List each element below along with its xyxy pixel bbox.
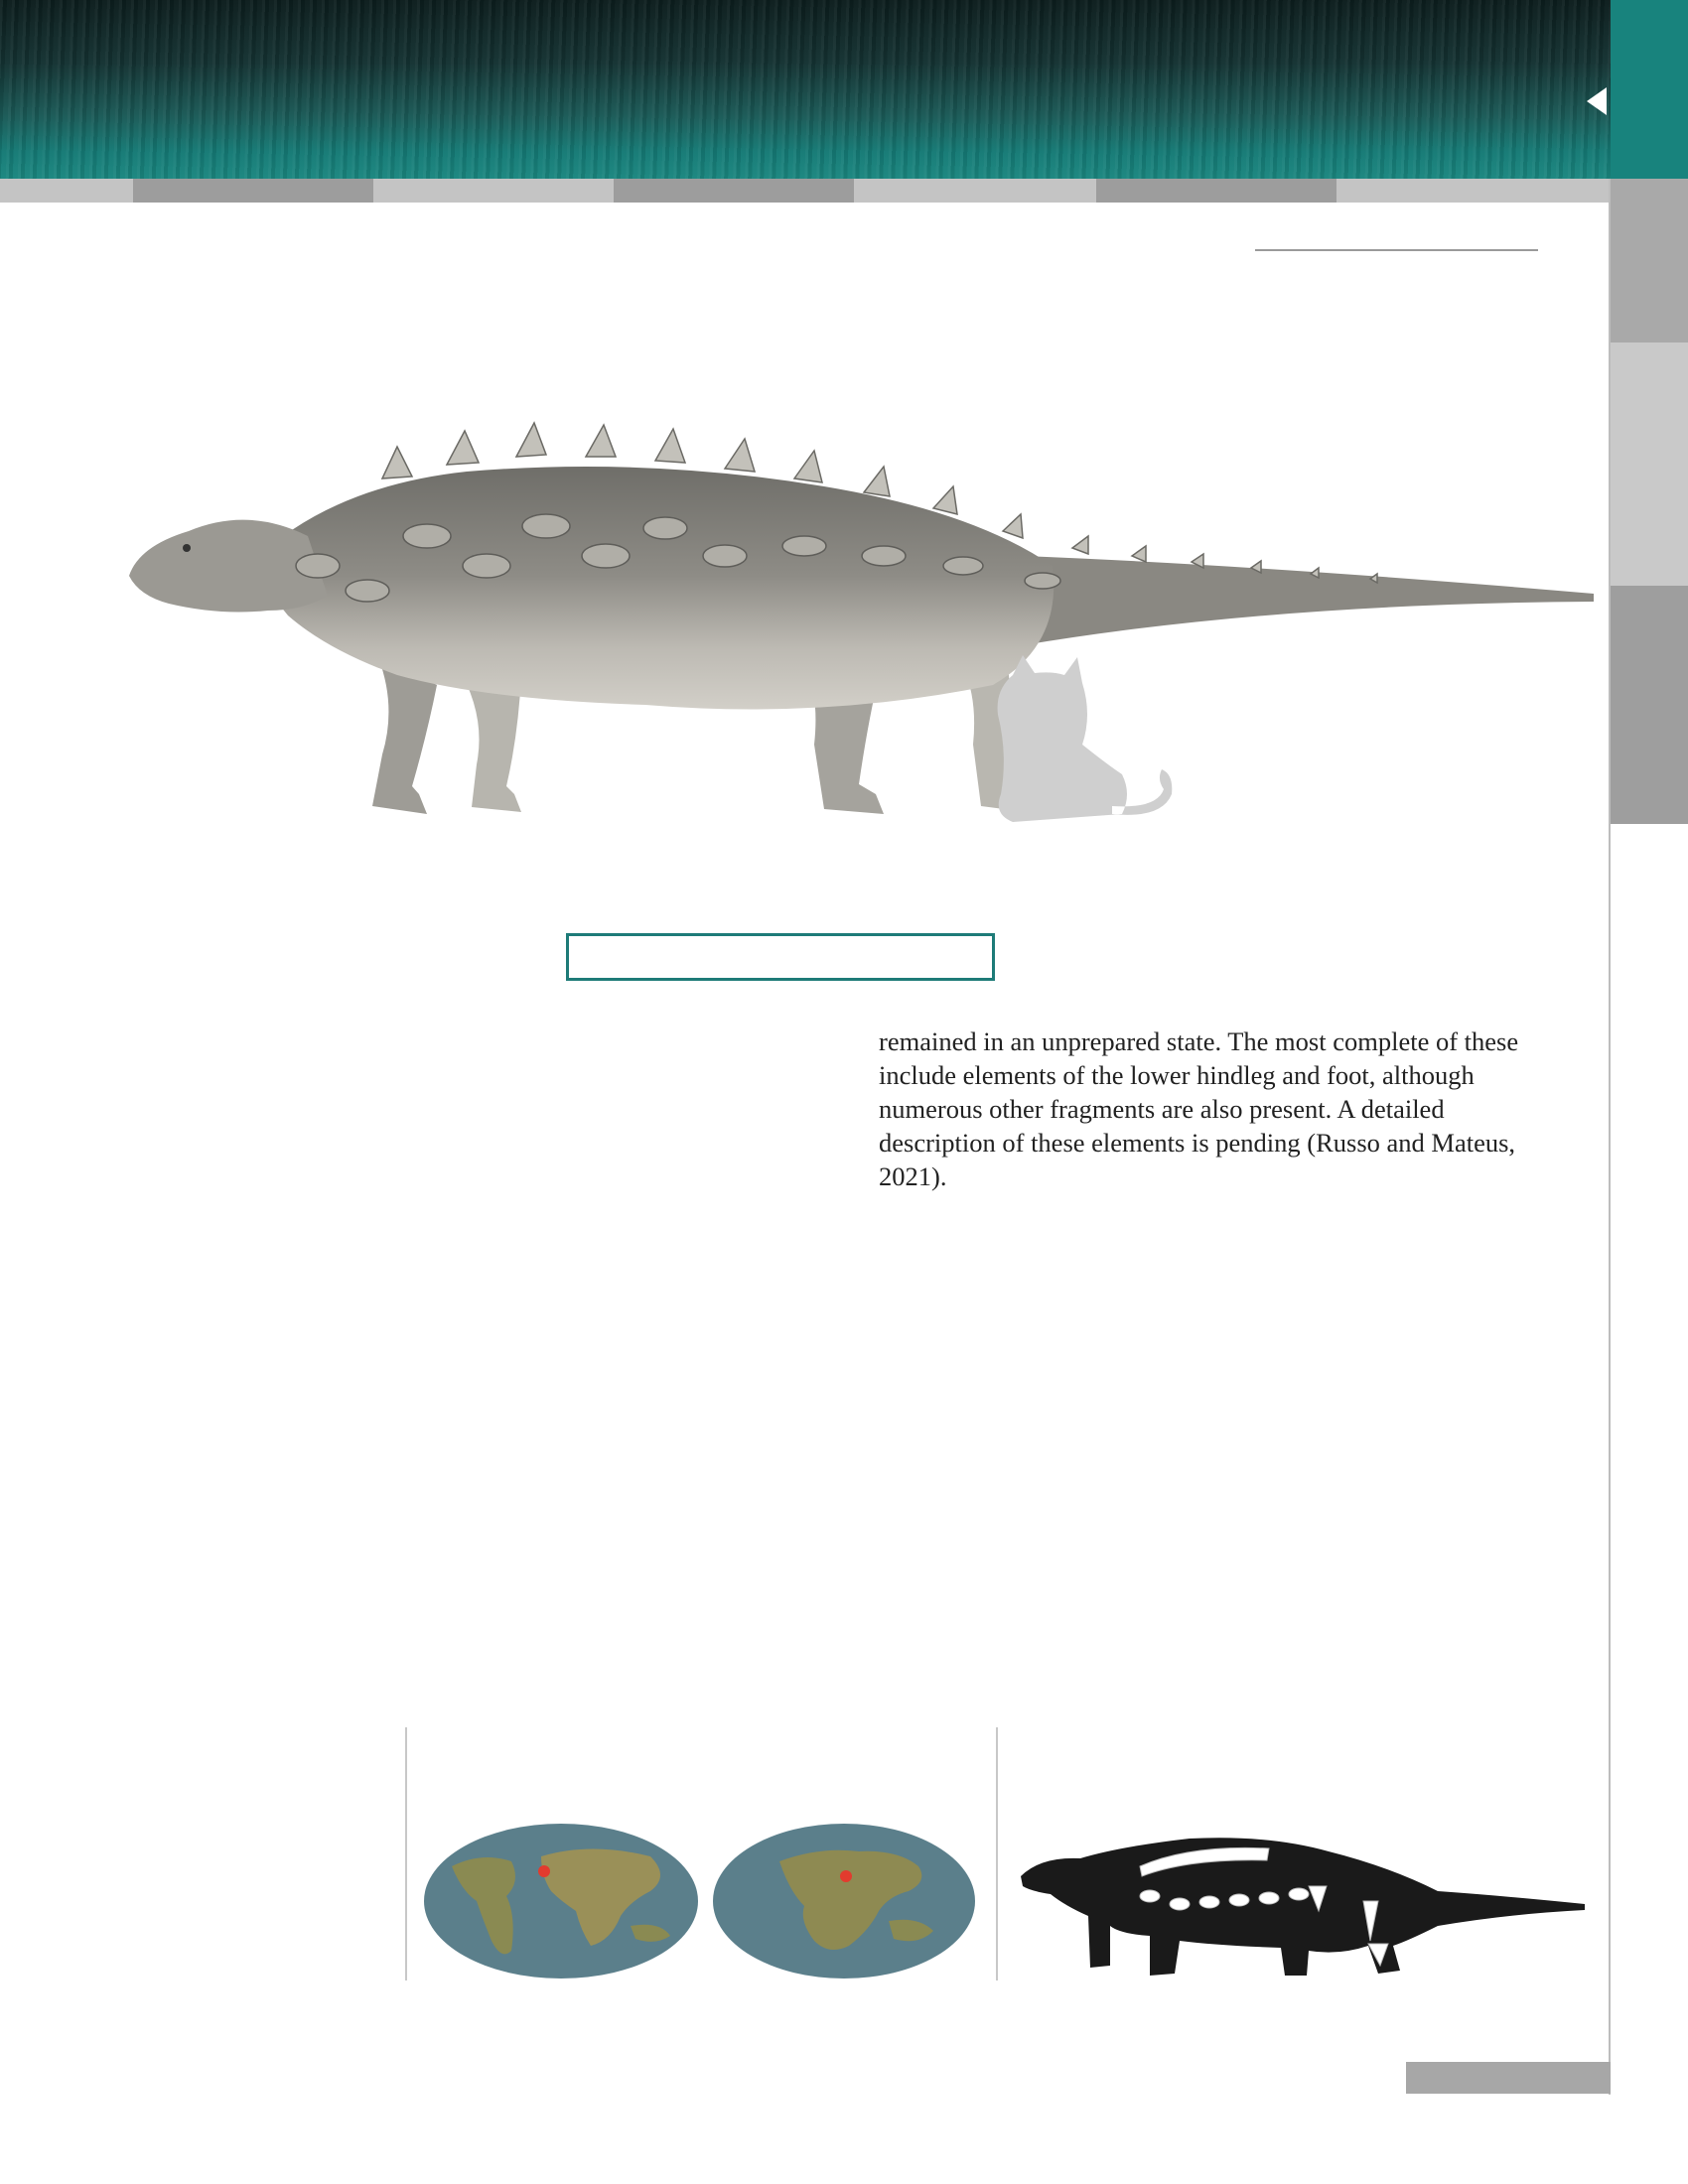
period-cretaceous [995, 933, 1611, 981]
header-texture [0, 0, 1611, 179]
section-tab [1611, 179, 1688, 342]
page-header [0, 0, 1611, 179]
dracopelta-illustration [129, 417, 1599, 844]
paleo-maps [422, 1822, 978, 1980]
species-divider [1255, 249, 1538, 251]
timeline-ticks [169, 869, 1599, 930]
geologic-period-bar [171, 933, 1611, 981]
paragraph-continued: remained in an unprepared state. The most complete of these include elements of the lower hindleg and foot, although numerous other fragments are also present. A detailed description of these elements is pending (Russo and Mateus, 2021). [879, 1026, 1519, 1191]
divider [405, 1727, 407, 1980]
section-tab [1611, 342, 1688, 586]
species-info [1255, 243, 1543, 295]
divider [996, 1727, 998, 1980]
text-column-left [171, 1024, 841, 1092]
header-strip [0, 179, 1611, 203]
period-jurassic [566, 933, 995, 981]
text-column-right [879, 1024, 1549, 1193]
skeleton-silhouette [1011, 1817, 1587, 1980]
period-triassic [171, 933, 566, 981]
jurassic-world-map [713, 1824, 975, 1979]
section-label [1406, 2062, 1611, 2094]
section-tab-active [1611, 0, 1688, 179]
title-arrow-icon [1587, 87, 1607, 115]
paragraph [171, 1024, 841, 1092]
modern-world-map [424, 1824, 698, 1979]
stat-reconstruction [1255, 261, 1543, 295]
section-tab [1611, 586, 1688, 824]
